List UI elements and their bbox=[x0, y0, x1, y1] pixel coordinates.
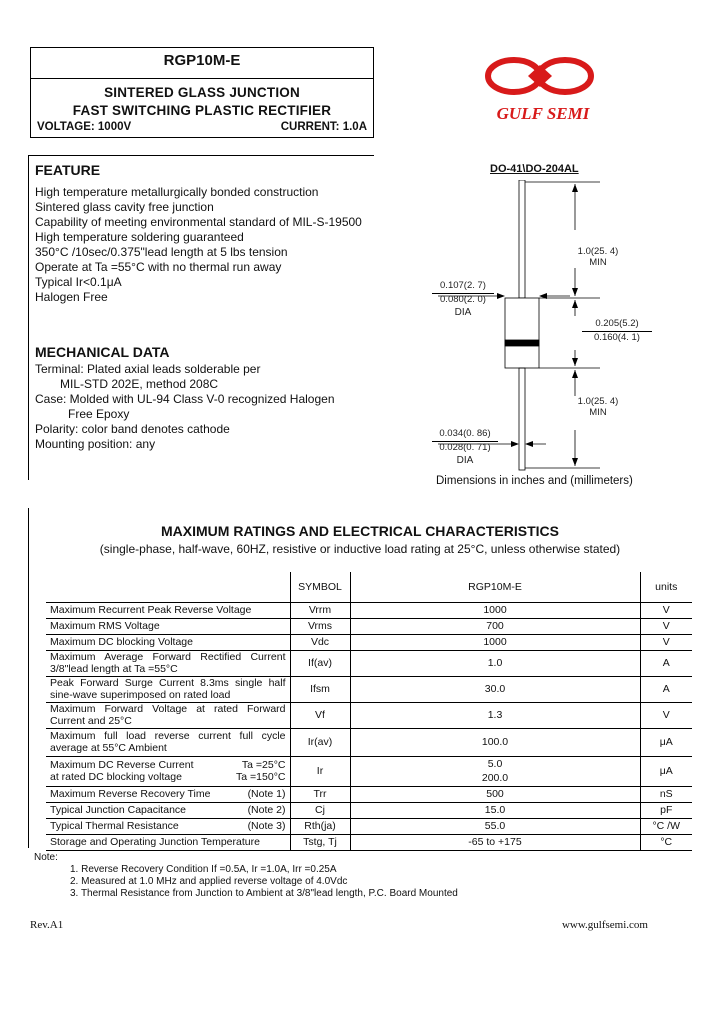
left-border-top bbox=[28, 155, 29, 480]
unit-cell: V bbox=[640, 702, 692, 728]
note-item: 1. Reverse Recovery Condition If =0.5A, Ir =1.0A, Irr =0.25A bbox=[70, 864, 337, 875]
table-row bbox=[46, 818, 692, 834]
mechanical-item: Mounting position: any bbox=[35, 437, 156, 451]
symbol-cell: Vrrm bbox=[290, 602, 350, 618]
symbol-cell: Vdc bbox=[290, 634, 350, 650]
table-row bbox=[46, 650, 692, 676]
unit-cell: A bbox=[640, 676, 692, 702]
param-text: Maximum DC Reverse Current bbox=[50, 758, 194, 771]
mechanical-item: Terminal: Plated axial leads solderable per bbox=[35, 362, 261, 376]
table-header-row bbox=[46, 572, 692, 602]
param-cell bbox=[46, 786, 290, 802]
value-cell: 1000 bbox=[350, 634, 640, 650]
symbol-cell: Vf bbox=[290, 702, 350, 728]
table-row bbox=[46, 834, 692, 850]
header-cell: RGP10M-E bbox=[350, 572, 640, 602]
table-row bbox=[46, 676, 692, 702]
header-cell: units bbox=[640, 572, 692, 602]
symbol-cell: Tstg, Tj bbox=[290, 834, 350, 850]
dim-text: 0.205(5.2) bbox=[595, 318, 639, 329]
dim-text: 0.160(4. 1) bbox=[582, 331, 652, 343]
value-text: 200.0 bbox=[481, 772, 509, 784]
symbol-cell: Cj bbox=[290, 802, 350, 818]
mechanical-item: MIL-STD 202E, method 208C bbox=[60, 377, 219, 391]
table-row bbox=[46, 802, 692, 818]
unit-cell: °C bbox=[640, 834, 692, 850]
feature-item: High temperature metallurgically bonded construction bbox=[35, 185, 319, 199]
param-cell: Maximum Recurrent Peak Reverse Voltage bbox=[46, 602, 290, 618]
param-text: (Note 3) bbox=[247, 819, 286, 832]
symbol-cell: Ir(av) bbox=[290, 728, 350, 756]
unit-cell: nS bbox=[640, 786, 692, 802]
header-line-1: SINTERED GLASS JUNCTION bbox=[104, 85, 300, 100]
param-text: Typical Thermal Resistance bbox=[50, 819, 179, 832]
param-text: Ta =150°C bbox=[236, 771, 286, 783]
notes-label: Note: bbox=[34, 852, 58, 863]
param-cell: Maximum full load reverse current full cycle average at 55°C Ambient bbox=[46, 728, 290, 756]
param-text: Maximum Reverse Recovery Time bbox=[50, 787, 211, 800]
value-cell: 1.0 bbox=[350, 650, 640, 676]
feature-item: High temperature soldering guaranteed bbox=[35, 230, 244, 244]
param-cell: Peak Forward Surge Current 8.3ms single half sine-wave superimposed on rated load bbox=[46, 676, 290, 702]
feature-item: Typical Ir<0.1μA bbox=[35, 275, 122, 289]
website-link[interactable]: www.gulfsemi.com bbox=[561, 919, 648, 931]
param-cell bbox=[46, 834, 290, 850]
feature-item: Operate at Ta =55°C with no thermal run away bbox=[35, 260, 282, 274]
header-cell bbox=[46, 572, 290, 602]
feature-list bbox=[35, 185, 362, 305]
company-logo bbox=[470, 52, 620, 127]
logo-mark-icon bbox=[470, 52, 620, 127]
symbol-cell: Ifsm bbox=[290, 676, 350, 702]
table-row bbox=[46, 602, 692, 618]
dim-text: 0.080(2. 0) bbox=[432, 293, 494, 305]
feature-item: 350°C /10sec/0.375"lead length at 5 lbs tension bbox=[35, 245, 288, 259]
param-text: Storage and Operating Junction Temperature bbox=[50, 835, 260, 848]
value-cell bbox=[350, 756, 640, 786]
current-rating: CURRENT: 1.0A bbox=[280, 121, 367, 133]
value-cell: 55.0 bbox=[350, 818, 640, 834]
lead-diameter-dim bbox=[428, 428, 502, 466]
param-cell: Maximum Average Forward Rectified Current 3/8"lead length at Ta =55°C bbox=[46, 650, 290, 676]
symbol-cell: Vrms bbox=[290, 618, 350, 634]
dim-text: DIA bbox=[454, 307, 472, 318]
note-item: 3. Thermal Resistance from Junction to Ambient at 3/8"lead length, P.C. Board Mounted bbox=[70, 888, 458, 899]
body-diameter-dim bbox=[428, 280, 498, 318]
lead-length-bottom-dim bbox=[558, 396, 638, 418]
value-text: 5.0 bbox=[487, 758, 503, 770]
header-line-2: FAST SWITCHING PLASTIC RECTIFIER bbox=[72, 103, 332, 118]
dim-text: DIA bbox=[456, 455, 474, 466]
feature-item: Capability of meeting environmental standard of MIL-S-19500 bbox=[35, 215, 362, 229]
unit-cell: V bbox=[640, 634, 692, 650]
value-cell: 700 bbox=[350, 618, 640, 634]
param-text: Ta =25°C bbox=[241, 758, 286, 771]
dim-text: 0.028(0. 71) bbox=[432, 441, 498, 453]
left-border-bottom bbox=[28, 508, 29, 848]
value-cell: 30.0 bbox=[350, 676, 640, 702]
mechanical-heading: MECHANICAL DATA bbox=[35, 344, 170, 360]
header-box bbox=[30, 47, 374, 138]
symbol-cell: Trr bbox=[290, 786, 350, 802]
dim-text: 0.034(0. 86) bbox=[439, 428, 491, 439]
unit-cell: V bbox=[640, 618, 692, 634]
value-cell: 1000 bbox=[350, 602, 640, 618]
header-cell: SYMBOL bbox=[290, 572, 350, 602]
dim-text: MIN bbox=[589, 257, 607, 268]
value-cell: 100.0 bbox=[350, 728, 640, 756]
dim-text: 0.107(2. 7) bbox=[440, 280, 486, 291]
dimension-caption: Dimensions in inches and (millimeters) bbox=[436, 475, 633, 487]
symbol-cell: Rth(ja) bbox=[290, 818, 350, 834]
header-divider bbox=[31, 78, 373, 79]
ratings-subtitle: (single-phase, half-wave, 60HZ, resistive or inductive load rating at 25°C, unless otherwise stated) bbox=[99, 542, 621, 556]
unit-cell: μA bbox=[640, 756, 692, 786]
revision-label: Rev.A1 bbox=[30, 919, 64, 931]
param-cell bbox=[46, 756, 290, 786]
param-text: (Note 1) bbox=[247, 787, 286, 800]
voltage-rating: VOLTAGE: 1000V bbox=[37, 121, 132, 133]
param-cell: Maximum RMS Voltage bbox=[46, 618, 290, 634]
feature-heading: FEATURE bbox=[35, 162, 101, 178]
dim-text: 1.0(25. 4) bbox=[577, 246, 619, 257]
table-row bbox=[46, 728, 692, 756]
mechanical-list bbox=[35, 362, 335, 452]
table-row bbox=[46, 618, 692, 634]
value-cell: 1.3 bbox=[350, 702, 640, 728]
unit-cell: A bbox=[640, 650, 692, 676]
part-number-title: RGP10M-E bbox=[163, 52, 241, 69]
lead-length-top-dim bbox=[558, 246, 638, 268]
value-cell: -65 to +175 bbox=[350, 834, 640, 850]
unit-cell: °C /W bbox=[640, 818, 692, 834]
note-item: 2. Measured at 1.0 MHz and applied reverse voltage of 4.0Vdc bbox=[70, 876, 348, 887]
symbol-cell: If(av) bbox=[290, 650, 350, 676]
table-row bbox=[46, 634, 692, 650]
param-cell bbox=[46, 802, 290, 818]
dim-text: 1.0(25. 4) bbox=[577, 396, 619, 407]
package-name: DO-41\DO-204AL bbox=[490, 163, 579, 175]
mechanical-item: Polarity: color band denotes cathode bbox=[35, 422, 230, 436]
param-text: at rated DC blocking voltage bbox=[50, 771, 182, 783]
unit-cell: pF bbox=[640, 802, 692, 818]
unit-cell: V bbox=[640, 602, 692, 618]
dim-text: MIN bbox=[589, 407, 607, 418]
feature-item: Sintered glass cavity free junction bbox=[35, 200, 214, 214]
value-cell: 15.0 bbox=[350, 802, 640, 818]
unit-cell: μA bbox=[640, 728, 692, 756]
symbol-cell: Ir bbox=[290, 756, 350, 786]
param-cell: Maximum Forward Voltage at rated Forward Current and 25°C bbox=[46, 702, 290, 728]
value-cell: 500 bbox=[350, 786, 640, 802]
notes-section bbox=[34, 852, 458, 900]
param-text: (Note 2) bbox=[247, 803, 286, 816]
table-row bbox=[46, 702, 692, 728]
feature-item: Halogen Free bbox=[35, 290, 108, 304]
param-cell bbox=[46, 818, 290, 834]
param-text: Typical Junction Capacitance bbox=[50, 803, 186, 816]
ratings-table bbox=[46, 572, 692, 851]
mechanical-item: Free Epoxy bbox=[68, 407, 130, 421]
table-row bbox=[46, 756, 692, 786]
body-length-dim bbox=[582, 318, 652, 343]
top-rule bbox=[28, 155, 374, 156]
table-row bbox=[46, 786, 692, 802]
logo-text: GULF SEMI bbox=[496, 104, 590, 123]
mechanical-item: Case: Molded with UL-94 Class V-0 recognized Halogen bbox=[35, 392, 335, 406]
param-cell: Maximum DC blocking Voltage bbox=[46, 634, 290, 650]
ratings-title: MAXIMUM RATINGS AND ELECTRICAL CHARACTERISTICS bbox=[161, 523, 559, 539]
